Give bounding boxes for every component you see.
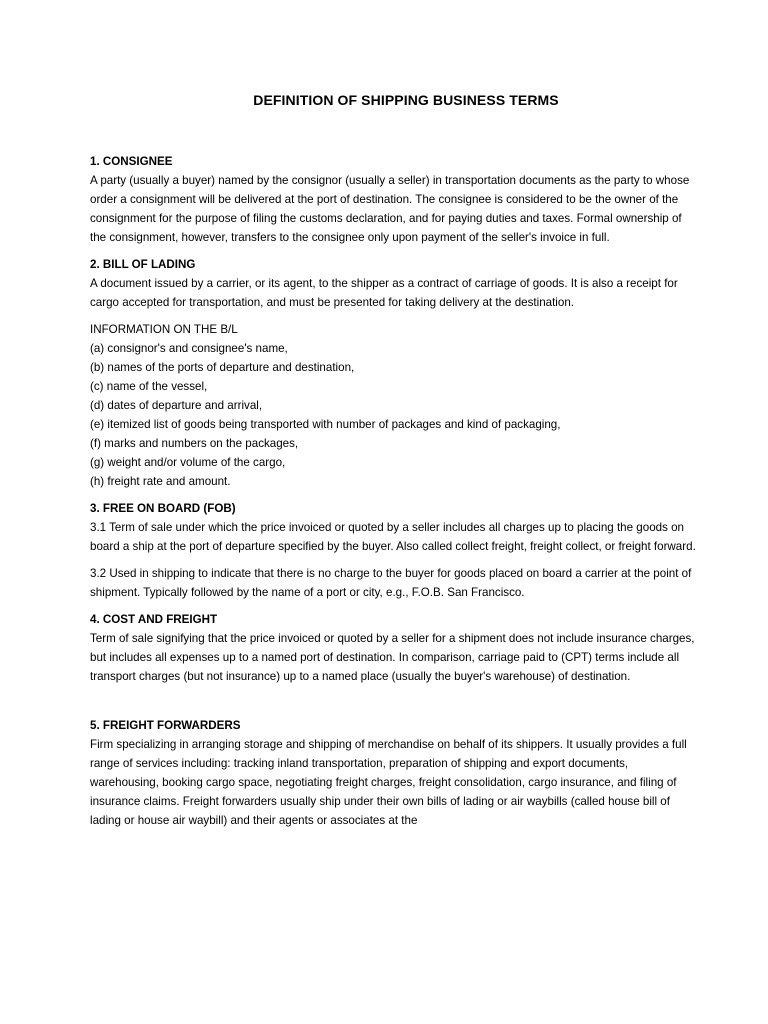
list-heading: INFORMATION ON THE B/L xyxy=(90,323,238,336)
section-paragraph: Firm specializing in arranging storage and shipping of merchandise on behalf of its shippers. It usually provides a full range of services including: tracking inland transportation, preparation of shipping and export documents, warehousing, booking cargo space, negotiating freight charges, freight consolidation, cargo insurance, and filing of insurance claims. Freight forwarders usually ship under their own bills of lading or air waybills (called house bill of lading or house air waybill) and their agents or associates at the xyxy=(90,738,687,827)
list-item: (a) consignor's and consignee's name, xyxy=(90,342,288,355)
list-item: (c) name of the vessel, xyxy=(90,380,208,393)
section-heading: 1. CONSIGNEE xyxy=(90,155,173,168)
section-bill-of-lading xyxy=(90,255,698,312)
section-paragraph: A party (usually a buyer) named by the consignor (usually a seller) in transportation documents as the party to whose order a consignment will be delivered at the port of destination. The consignee is considered to be the owner of the consignment for the purpose of filing the customs declaration, and for paying duties and taxes. Formal ownership of the consignment, however, transfers to the consignee only upon payment of the seller's invoice in full. xyxy=(90,174,690,244)
list-item: (b) names of the ports of departure and destination, xyxy=(90,361,355,374)
section-free-on-board xyxy=(90,499,698,602)
section-heading: 2. BILL OF LADING xyxy=(90,258,196,271)
section-heading: 4. COST AND FREIGHT xyxy=(90,613,218,626)
list-item: (e) itemized list of goods being transported with number of packages and kind of packaging, xyxy=(90,418,561,431)
section-heading: 3. FREE ON BOARD (FOB) xyxy=(90,502,236,515)
section-paragraph: A document issued by a carrier, or its agent, to the shipper as a contract of carriage of goods. It is also a receipt for cargo accepted for transportation, and must be presented for taking delivery at the destination. xyxy=(90,277,678,309)
section-paragraph: Term of sale signifying that the price invoiced or quoted by a seller for a shipment does not include insurance charges, but includes all expenses up to a named port of destination. In comparison, carriage paid to (CPT) terms include all transport charges (but not insurance) up to a named place (usually the buyer's warehouse) of destination. xyxy=(90,632,695,683)
section-paragraph: 3.1 Term of sale under which the price invoiced or quoted by a seller includes all charges up to placing the goods on board a ship at the port of departure specified by the buyer. Also called collect freight, freight collect, or freight forward. xyxy=(90,521,696,553)
list-item: (d) dates of departure and arrival, xyxy=(90,399,263,412)
section-consignee xyxy=(90,152,698,247)
section-bl-information xyxy=(90,320,698,491)
list-item: (h) freight rate and amount. xyxy=(90,475,231,488)
section-paragraph: 3.2 Used in shipping to indicate that there is no charge to the buyer for goods placed on board a carrier at the point of shipment. Typically followed by the name of a port or city, e.g., F.O.B. San Francisco. xyxy=(90,567,692,599)
list-item: (f) marks and numbers on the packages, xyxy=(90,437,299,450)
bl-information-list xyxy=(90,339,698,491)
section-freight-forwarders xyxy=(90,716,698,830)
list-item: (g) weight and/or volume of the cargo, xyxy=(90,456,286,469)
document-title: DEFINITION OF SHIPPING BUSINESS TERMS xyxy=(253,92,559,108)
section-cost-and-freight xyxy=(90,610,698,686)
section-heading: 5. FREIGHT FORWARDERS xyxy=(90,719,241,732)
